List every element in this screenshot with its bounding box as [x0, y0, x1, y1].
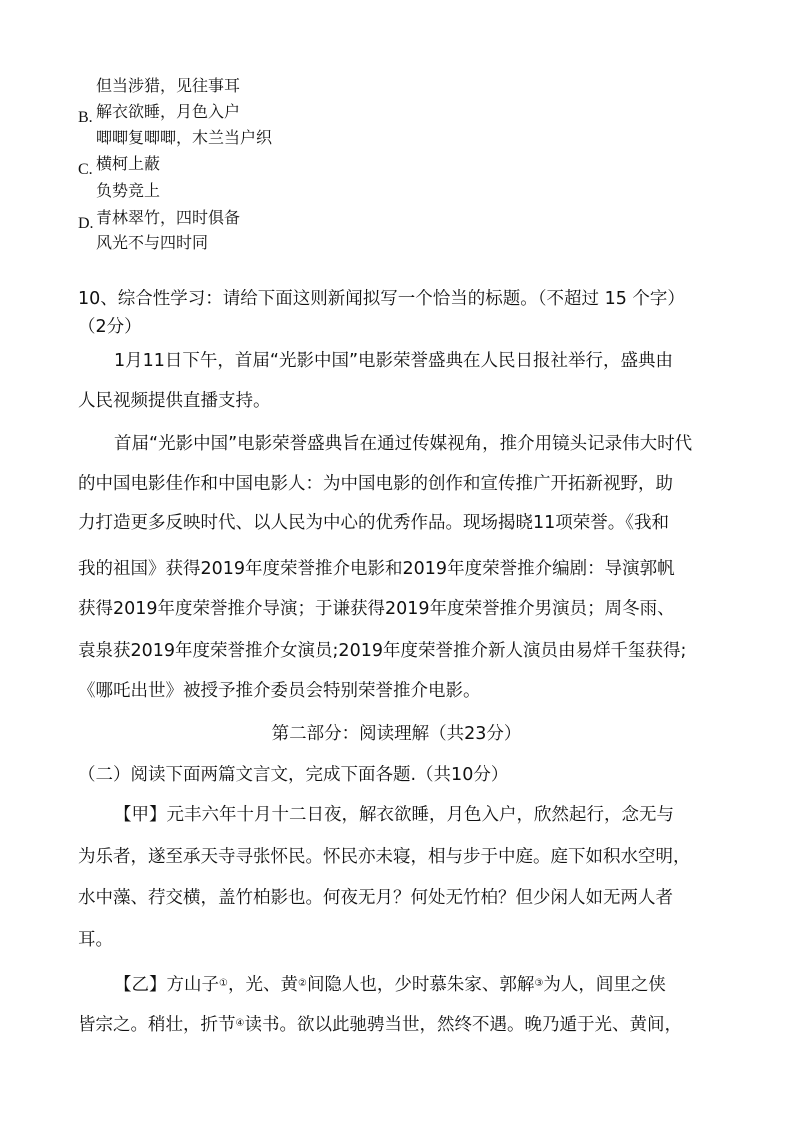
news-line: 袁泉获2019年度荣誉推介女演员;2019年度荣誉推介新人演员由易烊千玺获得; [78, 641, 687, 661]
passage-jia-line: 水中藻、荇交横，盖竹柏影也。何夜无月？何处无竹柏？但少闲人如无两人者 [78, 888, 673, 908]
option-d-second-line: 风光不与四时同 [96, 235, 209, 252]
passage-jia-line: 【甲】元丰六年十月十二日夜，解衣欲睡，月色入户，欣然起行，念无与 [114, 805, 674, 825]
option-b-second-line: 唧唧复唧唧，木兰当户织 [96, 130, 273, 147]
option-c-first-line: 横柯上蔽 [96, 156, 161, 173]
footnote-marker: ① [219, 978, 228, 989]
passage-jia-line: 耳。 [78, 930, 113, 950]
part-two-heading: 第二部分：阅读理解（共23分） [271, 724, 522, 744]
passage-jia-line: 为乐者，遂至承天寺寻张怀民。怀民亦未寝，相与步于中庭。庭下如积水空明， [78, 847, 691, 867]
news-line: 人民视频提供直播支持。 [78, 391, 271, 411]
news-line: 1月11日下午，首届“光影中国”电影荣誉盛典在人民日报社举行，盛典由 [114, 351, 674, 371]
passage-yi-line [114, 972, 666, 997]
option-a-second-line: 但当涉猎，见往事耳 [96, 78, 241, 95]
passage-yi-text: 间隐人也，少时慕朱家、郭解 [306, 975, 535, 995]
option-b-label: B. [78, 109, 93, 126]
passage-yi-line [78, 1012, 682, 1037]
news-line: 力打造更多反映时代、以人民为中心的优秀作品。现场揭晓11项荣誉。《我和 [78, 513, 670, 533]
option-c-label: C. [78, 161, 93, 178]
news-line: 获得2019年度荣誉推介导演；于谦获得2019年度荣誉推介男演员；周冬雨、 [78, 599, 675, 619]
passage-yi-text: 【乙】方山子 [114, 975, 219, 995]
footnote-marker: ④ [235, 1018, 245, 1029]
footnote-marker: ③ [534, 978, 544, 989]
passage-yi-text: 皆宗之。稍壮，折节 [78, 1015, 236, 1035]
passage-yi-text: ，光、黄 [227, 975, 298, 995]
footnote-marker: ② [297, 978, 307, 989]
option-d-first-line: 青林翠竹，四时俱备 [96, 210, 241, 227]
news-line: 我的祖国》获得2019年度荣誉推介电影和2019年度荣誉推介编剧：导演郭帆 [78, 559, 675, 579]
section-two-instructions: （二）阅读下面两篇文言文，完成下面各题.（共10分） [78, 765, 509, 785]
passage-yi-text: 读书。欲以此驰骋当世，然终不遇。晚乃遁于光、黄间， [244, 1015, 682, 1035]
option-c-second-line: 负势竞上 [96, 183, 161, 200]
news-line: 《哪吒出世》被授予推介委员会特别荣誉推介电影。 [78, 681, 481, 701]
passage-yi-text: 为人，闾里之侠 [543, 975, 666, 995]
news-line: 首届“光影中国”电影荣誉盛典旨在通过传媒视角，推介用镜头记录伟大时代 [114, 434, 693, 454]
question-10-prompt: 10、综合性学习：请给下面这则新闻拟写一个恰当的标题。（不超过 15 个字） [78, 289, 685, 309]
option-d-label: D. [78, 215, 94, 232]
option-b-first-line: 解衣欲睡，月色入户 [96, 104, 241, 121]
news-line: 的中国电影佳作和中国电影人：为中国电影的创作和宣传推广开拓新视野，助 [78, 474, 673, 494]
question-10-points: （2分） [78, 317, 142, 337]
